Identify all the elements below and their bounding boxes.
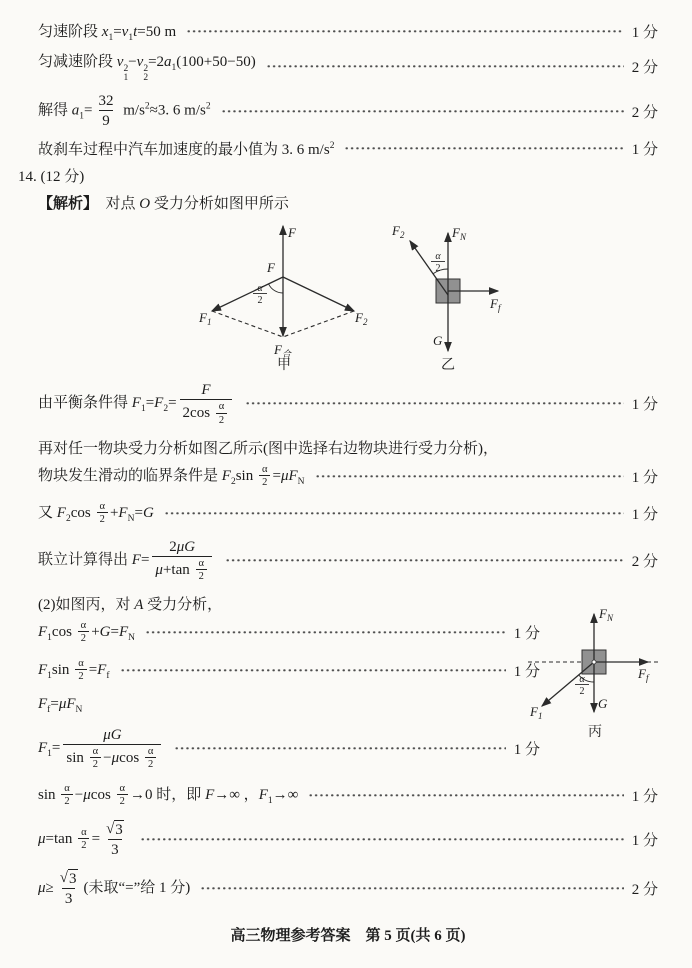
angle-arc xyxy=(269,284,284,293)
formula: μ=tan $\frac{\alpha}{2}$ = √ 3 3 xyxy=(38,820,123,858)
label-f1: $F_1$ xyxy=(199,310,212,328)
analysis-line xyxy=(38,192,658,213)
text: (2)如图丙，对 A 受力分析， xyxy=(38,596,223,613)
force-arrow-f2 xyxy=(410,241,448,295)
score-label: 1 分 xyxy=(631,142,658,159)
angle-label-alpha: α xyxy=(257,283,263,295)
label-ff: $F_f$ xyxy=(490,296,501,314)
formula: sin $\frac{\alpha}{2}$ −μcos $\frac{\alpha}{2}$ →0 时，即 F→∞ ，$F_1\to\infty$ xyxy=(38,782,299,808)
answer-line xyxy=(38,501,658,526)
label-f-point: F xyxy=(267,260,275,276)
answer-line xyxy=(38,50,658,85)
question-number xyxy=(18,165,658,186)
caption-yi: 乙 xyxy=(441,358,455,372)
score-label: 1 分 xyxy=(631,788,658,805)
answer-line xyxy=(38,869,658,908)
part2-section xyxy=(38,605,658,771)
formula: μ≥ √ 3 3 (未取“=”给 1 分) xyxy=(38,869,191,907)
dotted-leader xyxy=(221,109,624,114)
dotted-leader xyxy=(120,668,506,673)
parallelogram-dashed-left xyxy=(212,311,283,337)
formula: 匀速阶段 $x_1=v_1t=50$ m xyxy=(38,24,177,43)
dotted-leader xyxy=(266,64,624,69)
force-diagrams xyxy=(196,219,658,371)
dotted-leader xyxy=(344,146,623,151)
angle-label-alpha: α xyxy=(435,251,441,263)
angle-label-two: 2 xyxy=(435,263,441,275)
text-line xyxy=(38,437,658,458)
force-arrow-f2 xyxy=(283,277,354,311)
dotted-leader xyxy=(315,474,624,479)
formula: 又 $F_2\cos$ $\frac{\alpha}{2}$ $+F_N=G$ xyxy=(38,500,154,526)
formula: 物块发生滑动的临界条件是 $F_2\sin$ $\frac{\alpha}{2}$ $=\mu F_N$ xyxy=(38,463,305,489)
formula: $F_1\sin$ $\frac{\alpha}{2}$ $=F_f$ xyxy=(38,657,110,683)
label-f-top: F xyxy=(288,225,296,241)
answer-line xyxy=(38,783,658,808)
question-heading: 14. (12 分) xyxy=(18,169,85,186)
angle-label-two: 2 xyxy=(579,685,585,697)
score-label: 1 分 xyxy=(631,25,658,42)
dotted-leader xyxy=(200,886,623,891)
score-label: 1 分 xyxy=(513,625,540,642)
score-label: 1 分 xyxy=(631,469,658,486)
formula-line xyxy=(38,696,540,716)
answer-line xyxy=(38,381,658,426)
dotted-leader xyxy=(225,558,624,563)
label-fn: $F_N$ xyxy=(452,225,466,243)
label-ff: $F_f$ xyxy=(638,665,649,683)
formula: 解得 $a_1=$ $\frac{32}{9}$ $m/s^2\approx 3$. 6 $m/s^2$ xyxy=(38,93,211,130)
score-label: 1 分 xyxy=(631,397,658,414)
formula: 故刹车过程中汽车加速度的最小值为 3. 6 $m/s^2$ xyxy=(38,141,335,159)
point-o xyxy=(592,660,596,664)
score-label: 2 分 xyxy=(631,60,658,77)
answer-line xyxy=(38,538,658,583)
score-label: 1 分 xyxy=(513,741,540,758)
label-f-he: $F_合$ xyxy=(274,342,291,360)
force-arrow-f1 xyxy=(542,662,594,706)
force-arrow-f1 xyxy=(212,277,283,311)
force-diagram-jia xyxy=(196,219,376,371)
formula: 由平衡条件得 $F_1=F_2=$ F 2cos $\frac{\alpha}{2}$ xyxy=(38,381,235,426)
answer-line xyxy=(38,726,540,771)
label-fn: $F_N$ xyxy=(599,605,613,623)
page-footer: 高三物理参考答案 第 5 页(共 6 页) xyxy=(230,927,466,944)
dotted-leader xyxy=(245,401,623,406)
dotted-leader xyxy=(174,746,505,751)
analysis-text: 【解析】 对点 O 受力分析如图甲所示 xyxy=(38,196,289,213)
answer-line xyxy=(38,820,658,859)
score-label: 2 分 xyxy=(631,553,658,570)
answer-line xyxy=(38,138,658,159)
dotted-leader xyxy=(164,511,624,516)
score-label: 2 分 xyxy=(631,881,658,898)
angle-label-two: 2 xyxy=(257,295,263,307)
formula: $F_1=$ μG sin $\frac{\alpha}{2}$ −μcos $\frac{\alpha}{2}$ xyxy=(38,726,164,771)
parallelogram-dashed-right xyxy=(283,311,354,337)
dotted-leader xyxy=(140,837,624,842)
answer-line xyxy=(38,464,658,489)
caption-bing: 丙 xyxy=(588,724,602,740)
text: 再对任一物块受力分析如图乙所示(图中选择右边物块进行受力分析)， xyxy=(38,440,498,457)
formula: $F_f=\mu F_N$ xyxy=(38,696,83,716)
score-label: 1 分 xyxy=(631,832,658,849)
answer-line xyxy=(38,620,540,645)
label-g: G xyxy=(433,333,443,349)
caption-jia: 甲 xyxy=(277,358,291,372)
answer-line xyxy=(38,20,658,44)
answer-line xyxy=(38,92,658,130)
formula: 联立计算得出 F= 2μG μ+tan $\frac{\alpha}{2}$ xyxy=(38,538,215,583)
formula: $F_1\cos$ $\frac{\alpha}{2}$ $+G=F_N$ xyxy=(38,619,136,645)
dotted-leader xyxy=(308,793,623,798)
answer-line xyxy=(38,658,540,683)
force-diagram-bing xyxy=(524,604,664,742)
force-diagram-yi xyxy=(390,219,515,371)
label-f1: $F_1$ xyxy=(530,703,543,721)
label-f2: $F_2$ xyxy=(355,310,368,328)
dotted-leader xyxy=(145,630,506,635)
dotted-leader xyxy=(186,29,624,34)
formula: 匀减速阶段 v 2 1 −v 2 2 $=2a_1(100+50-50)$ xyxy=(38,53,256,84)
label-f2: $F_2$ xyxy=(392,223,405,241)
label-g: G xyxy=(598,695,608,711)
angle-label-alpha: α xyxy=(579,673,585,685)
score-label: 1 分 xyxy=(631,506,658,523)
score-label: 1 分 xyxy=(513,663,540,680)
score-label: 2 分 xyxy=(631,104,658,121)
